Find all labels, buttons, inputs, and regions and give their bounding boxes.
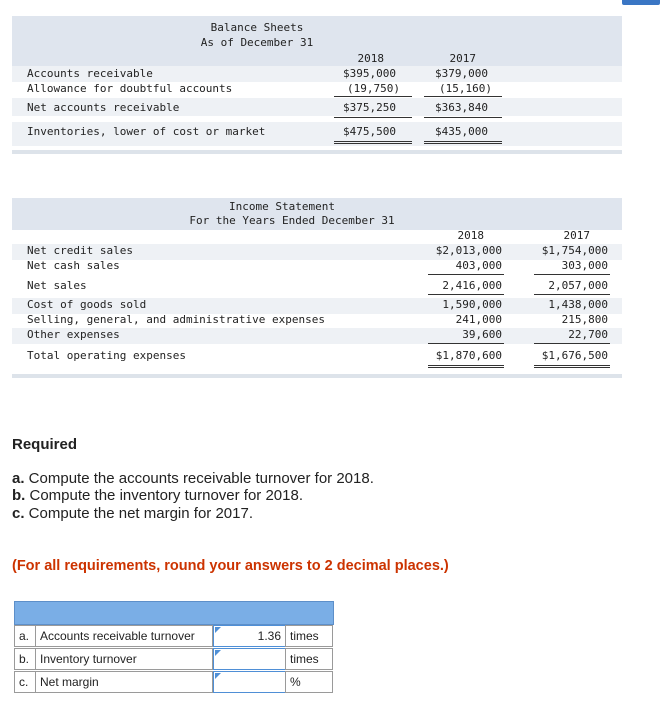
is-row-label: Net sales [27, 279, 87, 292]
bs-row-label: Accounts receivable [27, 67, 153, 80]
is-value-2017: 1,438,000 [548, 298, 608, 311]
is-value-2017: $1,676,500 [541, 349, 608, 362]
bs-row-label: Allowance for doubtful accounts [27, 82, 233, 95]
answer-table-header [14, 601, 334, 625]
bs-value-2017: $363,840 [435, 101, 488, 114]
answer-letter: c. [14, 671, 36, 693]
is-value-2017: 22,700 [568, 328, 608, 341]
is-row-label: Net cash sales [27, 259, 120, 272]
is-value-2018: 241,000 [455, 313, 502, 326]
is-row-label: Net credit sales [27, 244, 133, 257]
balance-sheet-subtitle: As of December 31 [200, 36, 314, 49]
is-value-2017: 215,800 [561, 313, 608, 326]
is-value-2018: $1,870,600 [435, 349, 502, 362]
is-row-label: Total operating expenses [27, 349, 186, 362]
answer-row [14, 671, 334, 694]
input-marker-icon [215, 650, 221, 656]
is-row-label: Other expenses [27, 328, 120, 341]
income-statement-table [12, 198, 622, 380]
requirement-b: b. Compute the inventory turnover for 2018. [12, 487, 303, 504]
required-heading: Required [12, 436, 78, 453]
rounding-note: (For all requirements, round your answers to 2 decimal places.) [12, 558, 449, 574]
income-statement-subtitle: For the Years Ended December 31 [189, 214, 395, 227]
ar-turnover-input[interactable]: 1.36 [213, 625, 286, 647]
bs-row-label: Net accounts receivable [27, 101, 180, 114]
is-value-2017: 303,000 [561, 259, 608, 272]
is-value-2017: $1,754,000 [541, 244, 608, 257]
bs-value-2017: (15,160) [439, 82, 492, 95]
answer-label: Accounts receivable turnover [35, 625, 213, 647]
income-statement-title: Income Statement [229, 200, 335, 213]
answer-unit: % [285, 671, 333, 693]
answer-row [14, 625, 334, 648]
top-accent-bar [622, 0, 660, 5]
input-marker-icon [215, 627, 221, 633]
is-value-2018: 39,600 [462, 328, 502, 341]
input-marker-icon [215, 673, 221, 679]
bs-value-2017: $435,000 [435, 125, 488, 138]
is-row-label: Selling, general, and administrative expenses [27, 313, 326, 326]
bs-value-2018: $395,000 [343, 67, 396, 80]
answer-label: Net margin [35, 671, 213, 693]
bs-row-label: Inventories, lower of cost or market [27, 125, 266, 138]
col-header-2018: 2018 [357, 52, 384, 65]
col-header-2017: 2017 [563, 229, 590, 242]
inventory-turnover-input[interactable] [213, 648, 286, 670]
answer-row [14, 648, 334, 671]
bs-value-2018: (19,750) [347, 82, 400, 95]
bs-value-2018: $375,250 [343, 101, 396, 114]
col-header-2017: 2017 [449, 52, 476, 65]
is-value-2018: 1,590,000 [442, 298, 502, 311]
col-header-2018: 2018 [457, 229, 484, 242]
is-value-2018: 2,416,000 [442, 279, 502, 292]
bs-value-2017: $379,000 [435, 67, 488, 80]
answer-letter: a. [14, 625, 36, 647]
is-row-label: Cost of goods sold [27, 298, 147, 311]
is-value-2018: 403,000 [455, 259, 502, 272]
requirement-a: a. Compute the accounts receivable turnover for 2018. [12, 470, 374, 487]
answer-letter: b. [14, 648, 36, 670]
answer-label: Inventory turnover [35, 648, 213, 670]
answer-unit: times [285, 625, 333, 647]
answer-unit: times [285, 648, 333, 670]
net-margin-input[interactable] [213, 671, 286, 693]
requirement-c: c. Compute the net margin for 2017. [12, 505, 253, 522]
is-value-2018: $2,013,000 [435, 244, 502, 257]
balance-sheet-table [12, 16, 622, 154]
bs-value-2018: $475,500 [343, 125, 396, 138]
is-value-2017: 2,057,000 [548, 279, 608, 292]
balance-sheet-title: Balance Sheets [210, 21, 304, 34]
